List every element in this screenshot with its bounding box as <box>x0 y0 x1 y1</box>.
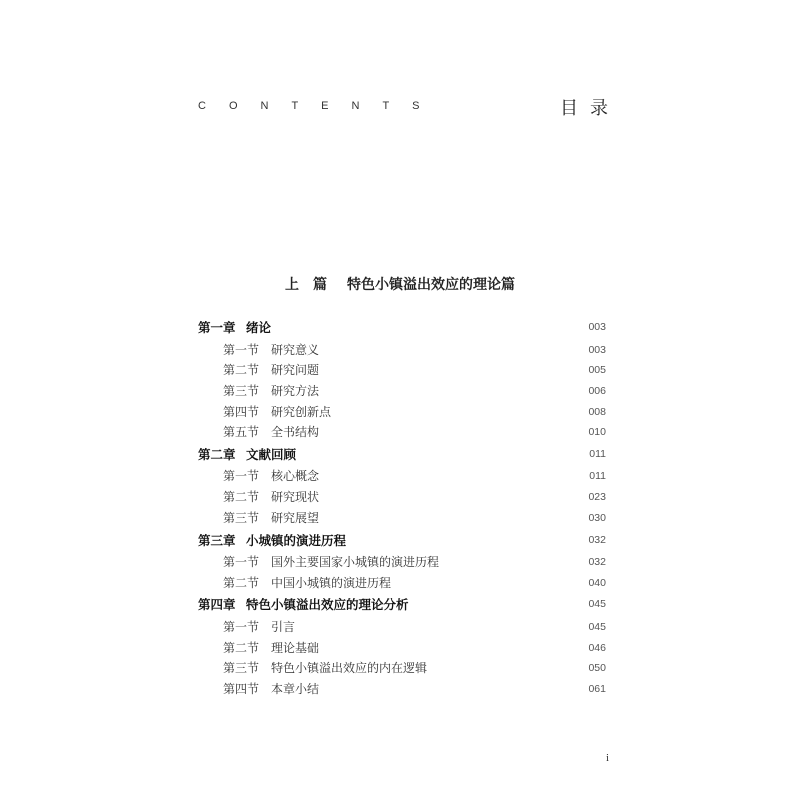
toc-page-number: 003 <box>588 343 606 356</box>
toc-section-entry[interactable] <box>198 573 606 594</box>
toc-page-number: 011 <box>589 447 606 460</box>
contents-label: CONTENTS <box>198 100 443 112</box>
toc-chapter-entry[interactable] <box>198 593 606 617</box>
toc-page-number: 032 <box>588 533 606 546</box>
section-number: 第二节 <box>223 490 260 505</box>
section-number: 第四节 <box>223 404 260 419</box>
toc-section-entry[interactable] <box>198 552 606 573</box>
part-label-suffix: 篇 <box>313 277 327 293</box>
part-label: 上 <box>285 277 299 293</box>
chapter-title: 文献回顾 <box>246 446 297 462</box>
section-number: 第二节 <box>223 363 260 378</box>
section-number: 第三节 <box>223 383 260 398</box>
section-number: 第二节 <box>223 640 260 655</box>
toc-page-number: 010 <box>588 426 606 439</box>
page-number: i <box>606 752 610 764</box>
toc-page-number: 046 <box>588 641 606 654</box>
chapter-title: 小城镇的演进历程 <box>246 532 347 548</box>
section-title: 中国小城镇的演进历程 <box>271 575 392 590</box>
toc-page-number: 011 <box>589 470 606 483</box>
section-number: 第一节 <box>223 342 260 357</box>
section-title: 研究创新点 <box>271 404 332 419</box>
toc-section-entry[interactable] <box>198 360 606 381</box>
section-title: 研究方法 <box>271 383 320 398</box>
toc-page-number: 030 <box>588 511 606 524</box>
toc-page-number: 023 <box>588 491 606 504</box>
section-title: 研究意义 <box>271 342 320 357</box>
chapter-number: 第二章 <box>198 446 236 462</box>
toc-chapter-entry[interactable] <box>198 529 606 553</box>
toc-chapter-entry[interactable] <box>198 316 606 340</box>
toc-section-entry[interactable] <box>198 381 606 402</box>
toc-section-entry[interactable] <box>198 422 606 443</box>
toc-page-number: 050 <box>588 662 606 675</box>
section-title: 核心概念 <box>271 469 320 484</box>
table-of-contents <box>198 316 606 700</box>
section-title: 全书结构 <box>271 425 320 440</box>
toc-page-number: 032 <box>588 556 606 568</box>
section-title: 国外主要国家小城镇的演进历程 <box>271 555 440 569</box>
toc-section-entry[interactable] <box>198 617 606 638</box>
toc-section-entry[interactable] <box>198 466 606 487</box>
toc-page-number: 061 <box>588 682 606 695</box>
section-title: 本章小结 <box>271 681 320 696</box>
toc-page-number: 008 <box>588 405 606 418</box>
toc-chapter-entry[interactable] <box>198 443 606 467</box>
toc-page-number: 006 <box>588 384 606 397</box>
chapter-number: 第四章 <box>198 597 236 613</box>
chapter-title: 绪论 <box>246 320 272 335</box>
section-number: 第二节 <box>223 575 260 590</box>
toc-section-entry[interactable] <box>198 340 606 361</box>
section-title: 研究展望 <box>271 510 320 525</box>
section-number: 第四节 <box>223 681 260 696</box>
part-title: 特色小镇溢出效应的理论篇 <box>347 277 515 293</box>
toc-page-number: 045 <box>588 620 606 633</box>
toc-page-number: 040 <box>588 576 606 589</box>
chapter-number: 第一章 <box>198 320 236 335</box>
section-number: 第一节 <box>223 619 260 634</box>
toc-page-number: 005 <box>588 364 606 377</box>
section-number: 第一节 <box>223 469 260 484</box>
toc-section-entry[interactable] <box>198 658 606 679</box>
toc-section-entry[interactable] <box>198 487 606 508</box>
toc-section-entry[interactable] <box>198 402 606 423</box>
section-number: 第三节 <box>223 661 260 676</box>
page-title: 目录 <box>560 98 620 119</box>
toc-section-entry[interactable] <box>198 508 606 529</box>
toc-section-entry[interactable] <box>198 638 606 659</box>
toc-section-entry[interactable] <box>198 679 606 700</box>
chapter-number: 第三章 <box>198 532 236 548</box>
section-title: 引言 <box>271 619 296 634</box>
section-title: 特色小镇溢出效应的内在逻辑 <box>271 661 428 676</box>
chapter-title: 特色小镇溢出效应的理论分析 <box>246 597 409 613</box>
toc-page-number: 045 <box>588 598 606 611</box>
part-heading <box>0 274 800 294</box>
section-title: 理论基础 <box>271 640 320 655</box>
toc-page-number: 003 <box>588 321 606 333</box>
section-title: 研究现状 <box>271 490 320 505</box>
section-title: 研究问题 <box>271 363 320 378</box>
section-number: 第五节 <box>223 425 260 440</box>
section-number: 第一节 <box>223 555 260 569</box>
section-number: 第三节 <box>223 510 260 525</box>
